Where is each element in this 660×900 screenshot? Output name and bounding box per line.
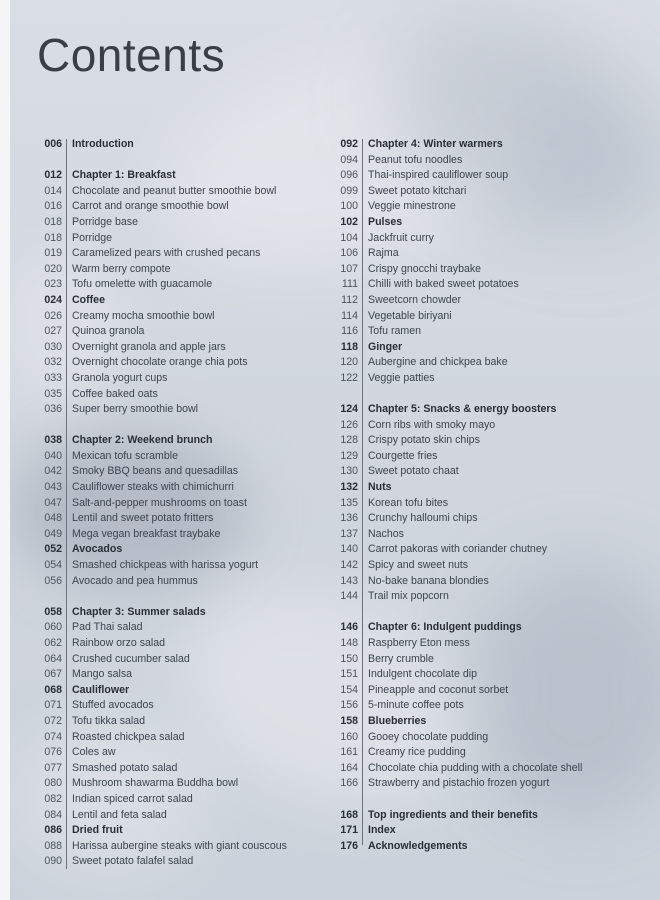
toc-entry-title: Jackfruit curry [368,231,434,244]
toc-page-number: 049 [44,527,62,540]
toc-entry[interactable] [34,698,324,714]
toc-page-number: 062 [44,637,62,649]
toc-entry-title: Korean tofu bites [368,496,449,509]
toc-page-number: 102 [340,215,358,228]
toc-entry[interactable] [34,652,324,668]
toc-page-number: 027 [44,325,62,338]
toc-entry[interactable] [330,293,630,309]
toc-page-number: 072 [44,714,62,727]
toc-page-number: 094 [340,153,358,166]
toc-page-number: 012 [44,169,62,182]
toc-entry-title: Carrot pakoras with coriander chutney [368,543,548,556]
toc-page-number: 142 [340,559,358,572]
toc-page-number: 144 [340,590,358,603]
toc-entry-title: Super berry smoothie bowl [72,403,199,416]
toc-entry[interactable] [330,589,630,605]
toc-entry-title: Porridge base [72,215,138,228]
toc-entry-title: Indulgent chocolate dip [368,668,477,681]
toc-page-number: 054 [44,559,62,572]
toc-page-number: 026 [44,309,62,322]
toc-entry[interactable] [330,449,630,465]
toc-entry[interactable] [330,168,630,184]
toc-page-number: 082 [44,792,62,805]
toc-heading[interactable] [34,542,324,558]
toc-entry-title: Corn ribs with smoky mayo [368,418,496,431]
toc-page-number: 019 [44,247,62,260]
toc-entry-title: Crushed cucumber salad [72,652,190,665]
toc-entry-title: Sweetcorn chowder [368,293,462,306]
toc-page-number: 164 [340,761,358,774]
toc-entry[interactable] [34,776,324,792]
toc-page-number: 058 [44,605,62,618]
toc-entry[interactable] [34,324,324,340]
toc-entry-title: Dried fruit [72,824,123,837]
toc-page-number: 032 [44,356,62,369]
toc-spacer [34,153,324,169]
toc-entry[interactable] [34,199,324,215]
toc-heading[interactable] [330,137,630,153]
toc-page-number: 047 [44,496,62,509]
toc-entry[interactable] [330,761,630,777]
toc-page-number: 056 [44,574,62,587]
toc-page-number: 092 [340,138,358,150]
toc-entry-title: Coles aw [72,746,116,759]
toc-entry[interactable] [34,277,324,293]
toc-page-number: 090 [44,855,62,868]
toc-entry[interactable] [330,277,630,293]
toc-page-number: 135 [340,496,358,509]
toc-heading[interactable] [330,402,630,418]
toc-page-number: 160 [340,730,358,743]
toc-entry[interactable] [34,371,324,387]
toc-entry-title: Overnight granola and apple jars [72,340,226,353]
toc-entry-title: Pulses [368,215,403,228]
toc-entry-title: No-bake banana blondies [368,574,489,587]
toc-entry-title: Indian spiced carrot salad [72,792,193,805]
toc-page-number: 096 [340,169,358,182]
toc-entry-title: Smashed chickpeas with harissa yogurt [72,559,259,572]
toc-entry[interactable] [34,839,324,855]
toc-entry[interactable] [330,231,630,247]
toc-heading[interactable] [330,808,630,824]
toc-entry[interactable] [34,464,324,480]
toc-entry-title: Roasted chickpea salad [72,730,185,743]
toc-page-number: 043 [44,481,62,494]
toc-column-right [330,137,630,854]
toc-entry-title: Trail mix popcorn [368,590,449,603]
toc-page-number: 033 [44,371,62,384]
toc-page-number: 151 [340,668,358,681]
toc-entry-title: Crispy gnocchi traybake [368,262,482,275]
toc-entry-title: Aubergine and chickpea bake [368,356,508,369]
toc-entry[interactable] [34,574,324,590]
toc-page-number: 176 [340,839,358,852]
toc-heading[interactable] [330,215,630,231]
toc-page-number: 052 [44,543,62,556]
toc-entry[interactable] [34,730,324,746]
toc-entry[interactable] [330,153,630,169]
toc-page-number: 171 [340,824,358,837]
toc-page-number: 111 [341,278,358,291]
toc-heading[interactable] [330,839,630,855]
toc-entry[interactable] [34,496,324,512]
toc-page-number: 166 [340,777,358,790]
toc-entry[interactable] [330,496,630,512]
toc-entry-title: Acknowledgements [368,839,468,852]
toc-entry-title: Creamy rice pudding [368,746,466,759]
toc-page-number: 158 [340,714,358,727]
toc-spacer [330,605,630,621]
toc-page-number: 114 [341,309,358,322]
toc-entry-title: Chilli with baked sweet potatoes [368,278,519,291]
toc-entry-title: Strawberry and pistachio frozen yogurt [368,777,550,790]
toc-entry-title: Vegetable biriyani [368,309,452,322]
toc-spacer [330,387,630,403]
toc-entry[interactable] [34,215,324,231]
toc-entry[interactable] [330,511,630,527]
toc-entry[interactable] [330,355,630,371]
toc-page-number: 018 [44,215,62,228]
toc-entry[interactable] [330,698,630,714]
toc-entry[interactable] [330,199,630,215]
toc-entry[interactable] [34,480,324,496]
toc-entry-title: Rajma [368,247,399,260]
toc-page-number: 071 [44,699,62,712]
toc-entry-title: Lentil and feta salad [72,808,167,821]
toc-page-number: 067 [44,668,62,681]
toc-entry-title: Chapter 6: Indulgent puddings [368,621,522,634]
toc-entry[interactable] [330,730,630,746]
toc-entry[interactable] [330,542,630,558]
toc-entry[interactable] [34,761,324,777]
toc-entry[interactable] [330,683,630,699]
toc-page-number: 124 [340,403,358,416]
toc-page-number: 024 [44,293,62,306]
toc-entry[interactable] [330,246,630,262]
toc-page-number: 150 [340,652,358,665]
toc-page-number: 068 [44,683,62,696]
toc-entry-title: Smashed potato salad [72,761,178,774]
toc-entry[interactable] [330,574,630,590]
toc-page-number: 060 [44,621,62,634]
toc-page-number: 128 [340,434,358,447]
toc-page-number: 014 [44,184,62,197]
toc-entry[interactable] [330,184,630,200]
toc-entry[interactable] [34,745,324,761]
toc-entry-title: Sweet potato falafel salad [72,855,194,868]
toc-page-number: 077 [44,761,62,774]
page-title: Contents [37,29,226,81]
toc-entry-title: Warm berry compote [72,262,171,275]
toc-entry-title: Lentil and sweet potato fritters [72,512,214,525]
toc-page-number: 168 [340,808,358,821]
toc-entry[interactable] [330,745,630,761]
toc-spacer [330,792,630,808]
toc-column-left [34,137,324,870]
toc-entry[interactable] [34,620,324,636]
toc-spacer [34,418,324,434]
toc-page-number: 104 [340,231,358,244]
toc-page-number: 048 [44,512,62,525]
toc-page-number: 064 [44,652,62,665]
toc-heading[interactable] [330,714,630,730]
toc-entry[interactable] [330,527,630,543]
toc-entry[interactable] [34,449,324,465]
toc-page-number: 130 [340,465,358,478]
toc-page-number: 036 [44,403,62,416]
toc-entry[interactable] [34,309,324,325]
toc-page-number: 038 [44,434,62,447]
toc-page-number: 084 [44,808,62,821]
toc-entry[interactable] [330,464,630,480]
toc-heading[interactable] [330,340,630,356]
toc-entry-title: Sweet potato chaat [368,465,459,478]
toc-entry-title: Gooey chocolate pudding [368,730,489,743]
toc-page-number: 122 [340,371,358,384]
toc-heading[interactable] [34,823,324,839]
toc-page-number: 140 [340,543,358,556]
toc-entry-title: Crispy potato skin chips [368,434,480,447]
toc-page-number: 023 [44,278,62,291]
toc-entry-title: Raspberry Eton mess [368,637,470,649]
toc-entry[interactable] [34,340,324,356]
toc-entry-title: Pad Thai salad [72,621,143,634]
toc-entry-title: Chocolate and peanut butter smoothie bowl [72,184,277,197]
page-edge [0,0,10,900]
toc-entry-title: Chapter 1: Breakfast [72,169,176,182]
toc-entry-title: Index [368,824,396,837]
toc-entry[interactable] [34,262,324,278]
toc-page-number: 040 [44,449,62,462]
toc-page-number: 086 [44,824,62,837]
toc-entry-title: Avocados [72,543,123,556]
toc-entry-title: Berry crumble [368,652,434,665]
toc-entry[interactable] [34,355,324,371]
toc-heading[interactable] [34,168,324,184]
toc-page-number: 030 [44,340,62,353]
toc-entry-title: Quinoa granola [72,325,145,338]
toc-entry-title: Sweet potato kitchari [368,184,467,197]
toc-entry[interactable] [34,527,324,543]
toc-entry[interactable] [34,402,324,418]
toc-entry-title: Avocado and pea hummus [72,574,198,587]
toc-page-number: 076 [44,746,62,759]
toc-entry[interactable] [330,776,630,792]
toc-page-number: 118 [340,340,358,353]
toc-entry[interactable] [330,433,630,449]
toc-entry[interactable] [330,309,630,325]
toc-entry-title: Mega vegan breakfast traybake [72,527,221,540]
toc-entry-title: Chocolate chia pudding with a chocolate shell [368,761,583,774]
toc-heading[interactable] [34,137,324,153]
toc-entry[interactable] [330,418,630,434]
toc-entry[interactable] [330,667,630,683]
toc-entry[interactable] [330,558,630,574]
toc-entry-title: Courgette fries [368,449,438,462]
toc-entry-title: Chapter 3: Summer salads [72,605,206,618]
toc-page-number: 132 [340,481,358,494]
toc-entry-title: Crunchy halloumi chips [368,512,478,525]
toc-page-number: 154 [340,683,358,696]
toc-entry-title: Coffee [72,293,105,306]
toc-entry-title: Ginger [368,340,403,353]
toc-entry-title: Salt-and-pepper mushrooms on toast [72,496,247,509]
toc-entry[interactable] [34,558,324,574]
toc-entry-title: Chapter 5: Snacks & energy boosters [368,403,557,416]
toc-page-number: 100 [340,200,358,213]
toc-page-number: 116 [341,325,358,338]
toc-page-number: 074 [44,730,62,743]
toc-entry-title: Top ingredients and their benefits [368,808,538,821]
toc-entry-title: Carrot and orange smoothie bowl [72,200,229,213]
toc-entry-title: Tofu omelette with guacamole [72,278,213,291]
toc-entry-title: Coffee baked oats [72,387,158,400]
toc-entry-title: Granola yogurt cups [72,371,168,384]
toc-entry-title: Chapter 2: Weekend brunch [72,434,213,447]
toc-entry-title: Veggie patties [368,371,435,384]
toc-page-number: 088 [44,839,62,852]
toc-entry-title: Nuts [368,481,392,494]
toc-entry[interactable] [34,511,324,527]
toc-entry[interactable] [330,262,630,278]
toc-page-number: 146 [340,621,358,634]
toc-entry[interactable] [330,371,630,387]
toc-page-number: 107 [340,262,358,275]
toc-page-number: 136 [340,512,358,525]
toc-page-number: 129 [340,449,358,462]
toc-entry-title: Tofu ramen [368,325,421,338]
toc-heading[interactable] [34,433,324,449]
toc-entry-title: Caramelized pears with crushed pecans [72,247,261,260]
toc-entry-title: Stuffed avocados [72,699,154,712]
toc-heading[interactable] [330,823,630,839]
toc-heading[interactable] [330,480,630,496]
toc-entry-title: Mango salsa [72,668,133,681]
toc-entry[interactable] [34,184,324,200]
toc-page-number: 148 [340,637,358,649]
toc-entry[interactable] [34,854,324,870]
toc-entry[interactable] [34,714,324,730]
toc-page-number: 042 [44,465,62,478]
toc-entry[interactable] [330,324,630,340]
toc-entry-title: Introduction [72,138,134,150]
toc-page-number: 143 [340,574,358,587]
toc-page-number: 120 [340,356,358,369]
toc-page-number: 020 [44,262,62,275]
toc-heading[interactable] [34,293,324,309]
toc-page-number: 080 [44,777,62,790]
toc-page-number: 016 [44,200,62,213]
toc-page-number: 018 [44,231,62,244]
toc-entry-title: Chapter 4: Winter warmers [368,138,503,150]
toc-page-number: 126 [340,418,358,431]
toc-page-number: 035 [44,387,62,400]
toc-entry[interactable] [34,636,324,652]
toc-heading[interactable] [330,620,630,636]
toc-entry-title: Thai-inspired cauliflower soup [368,169,509,182]
toc-page-number: 137 [340,527,358,540]
toc-entry[interactable] [34,808,324,824]
toc-entry-title: Nachos [368,527,404,540]
toc-spacer [34,589,324,605]
toc-entry-title: Tofu tikka salad [72,714,146,727]
toc-page-number: 156 [340,699,358,712]
toc-page-number: 006 [44,138,62,150]
toc-entry[interactable] [34,792,324,808]
toc-page-number: 112 [341,293,358,306]
toc-heading[interactable] [34,605,324,621]
toc-entry-title: Cauliflower [72,683,130,696]
toc-entry[interactable] [34,246,324,262]
toc-entry[interactable] [330,636,630,652]
toc-entry-title: Blueberries [368,714,427,727]
toc-entry-title: Mexican tofu scramble [72,449,178,462]
toc-entry-title: Harissa aubergine steaks with giant couscous [72,839,287,852]
toc-page-number: 099 [340,184,358,197]
toc-entry-title: Overnight chocolate orange chia pots [72,356,248,369]
toc-entry-title: Smoky BBQ beans and quesadillas [72,465,239,478]
toc-entry[interactable] [34,667,324,683]
toc-entry[interactable] [330,652,630,668]
toc-entry-title: Mushroom shawarma Buddha bowl [72,777,239,790]
toc-entry-title: Pineapple and coconut sorbet [368,683,509,696]
toc-page-number: 106 [340,247,358,260]
toc-heading[interactable] [34,683,324,699]
toc-page-number: 161 [340,746,358,759]
toc-entry[interactable] [34,387,324,403]
toc-entry-title: 5-minute coffee pots [368,699,464,712]
toc-entry-title: Spicy and sweet nuts [368,559,469,572]
toc-entry[interactable] [34,231,324,247]
toc-entry-title: Porridge [72,231,113,244]
toc-entry-title: Veggie minestrone [368,200,456,213]
toc-entry-title: Rainbow orzo salad [72,637,166,649]
toc-entry-title: Cauliflower steaks with chimichurri [72,481,234,494]
toc-entry-title: Peanut tofu noodles [368,153,463,166]
toc-entry-title: Creamy mocha smoothie bowl [72,309,215,322]
